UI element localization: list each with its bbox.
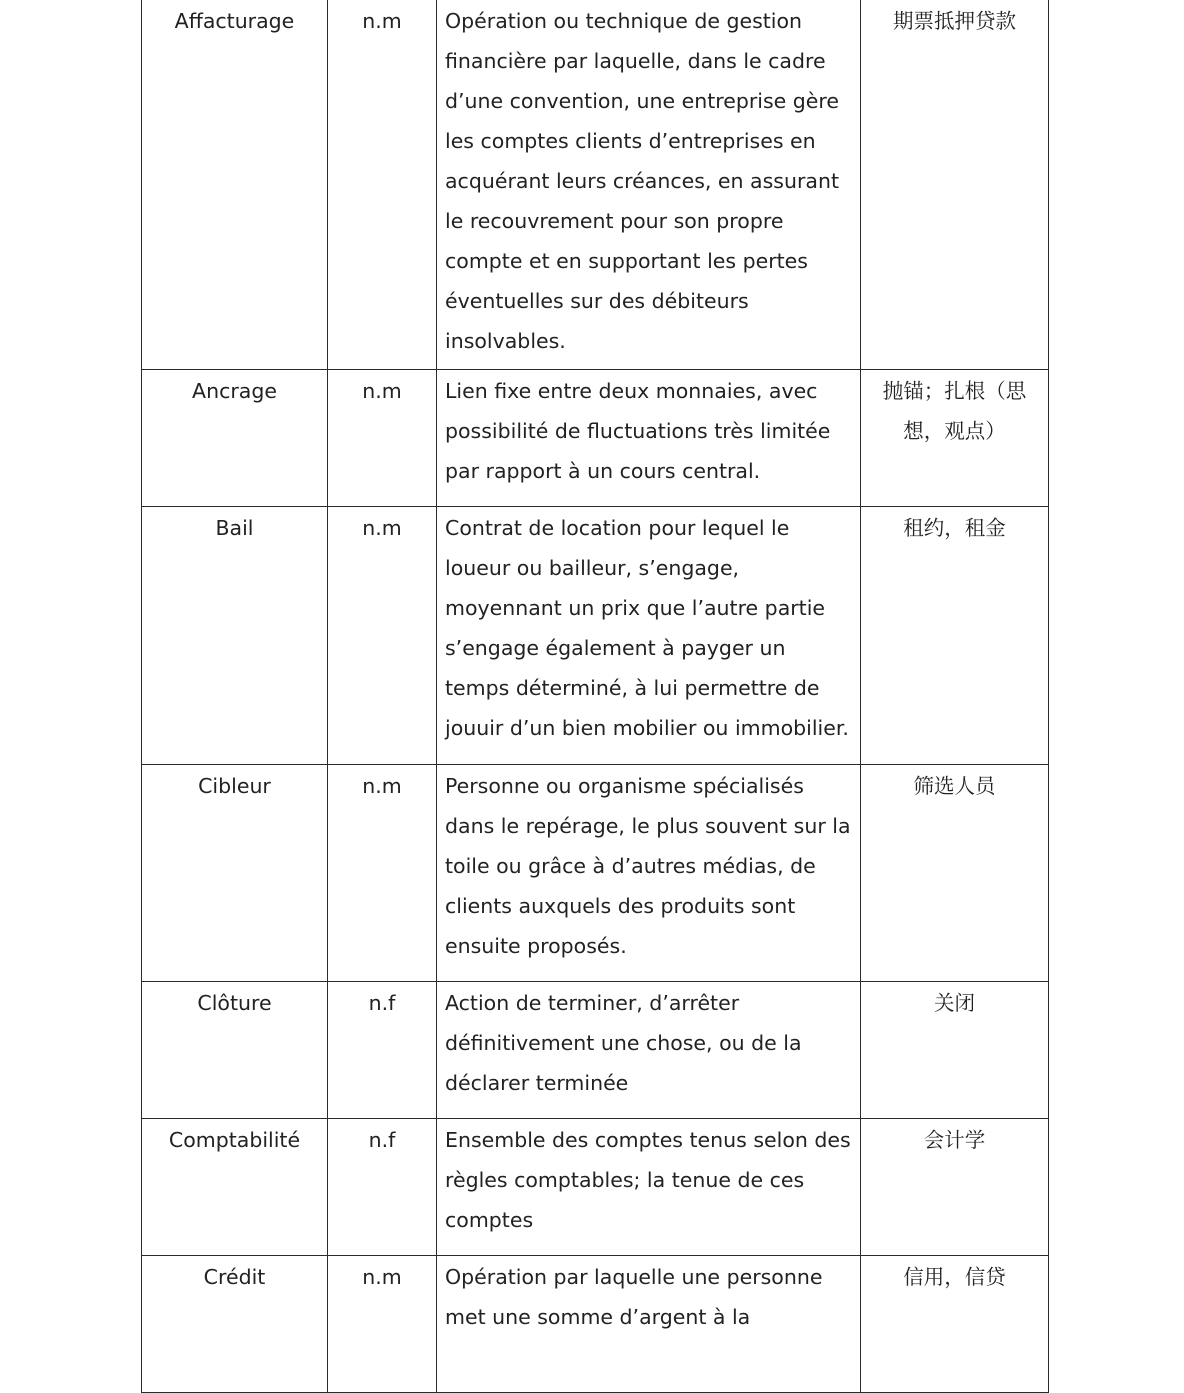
definition-cell: Contrat de location pour lequel le loueur ou bailleur, s’engage, moyennant un prix que l’autre partie s’engage également à payger un temps déterminé, à lui permettre de jouuir d’un bien mobilier ou immobilier. <box>437 507 861 765</box>
glossary-row <box>142 370 1049 507</box>
glossary-table <box>141 0 1049 1393</box>
translation-cell: 信用，信贷 <box>861 1256 1049 1393</box>
gender-cell: n.f <box>328 982 437 1119</box>
definition-cell: Action de terminer, d’arrêter définitivement une chose, ou de la déclarer terminée <box>437 982 861 1119</box>
definition-cell: Lien fixe entre deux monnaies, avec possibilité de fluctuations très limitée par rapport à un cours central. <box>437 370 861 507</box>
glossary-row <box>142 0 1049 370</box>
term-cell: Bail <box>142 507 328 765</box>
translation-cell: 关闭 <box>861 982 1049 1119</box>
gender-cell: n.m <box>328 1256 437 1393</box>
term-cell: Cibleur <box>142 765 328 982</box>
gender-cell: n.f <box>328 1119 437 1256</box>
definition-cell: Opération par laquelle une personne met une somme d’argent à la <box>437 1256 861 1393</box>
definition-cell: Opération ou technique de gestion financière par laquelle, dans le cadre d’une convention, une entreprise gère les comptes clients d’entreprises en acquérant leurs créances, en assurant le recouvrement pour son propre compte et en supportant les pertes éventuelles sur des débiteurs insolvables. <box>437 0 861 370</box>
term-cell: Comptabilité <box>142 1119 328 1256</box>
gender-cell: n.m <box>328 507 437 765</box>
translation-cell: 租约，租金 <box>861 507 1049 765</box>
term-cell: Affacturage <box>142 0 328 370</box>
gender-cell: n.m <box>328 370 437 507</box>
glossary-row <box>142 507 1049 765</box>
term-cell: Clôture <box>142 982 328 1119</box>
translation-cell: 期票抵押贷款 <box>861 0 1049 370</box>
definition-cell: Ensemble des comptes tenus selon des règles comptables; la tenue de ces comptes <box>437 1119 861 1256</box>
definition-cell: Personne ou organisme spécialisés dans le repérage, le plus souvent sur la toile ou grâce à d’autres médias, de clients auxquels des produits sont ensuite proposés. <box>437 765 861 982</box>
term-cell: Ancrage <box>142 370 328 507</box>
gender-cell: n.m <box>328 0 437 370</box>
glossary-row <box>142 765 1049 982</box>
translation-cell: 抛锚；扎根（思想，观点） <box>861 370 1049 507</box>
term-cell: Crédit <box>142 1256 328 1393</box>
glossary-row <box>142 1119 1049 1256</box>
translation-cell: 会计学 <box>861 1119 1049 1256</box>
gender-cell: n.m <box>328 765 437 982</box>
glossary-row <box>142 1256 1049 1393</box>
translation-cell: 筛选人员 <box>861 765 1049 982</box>
glossary-row <box>142 982 1049 1119</box>
